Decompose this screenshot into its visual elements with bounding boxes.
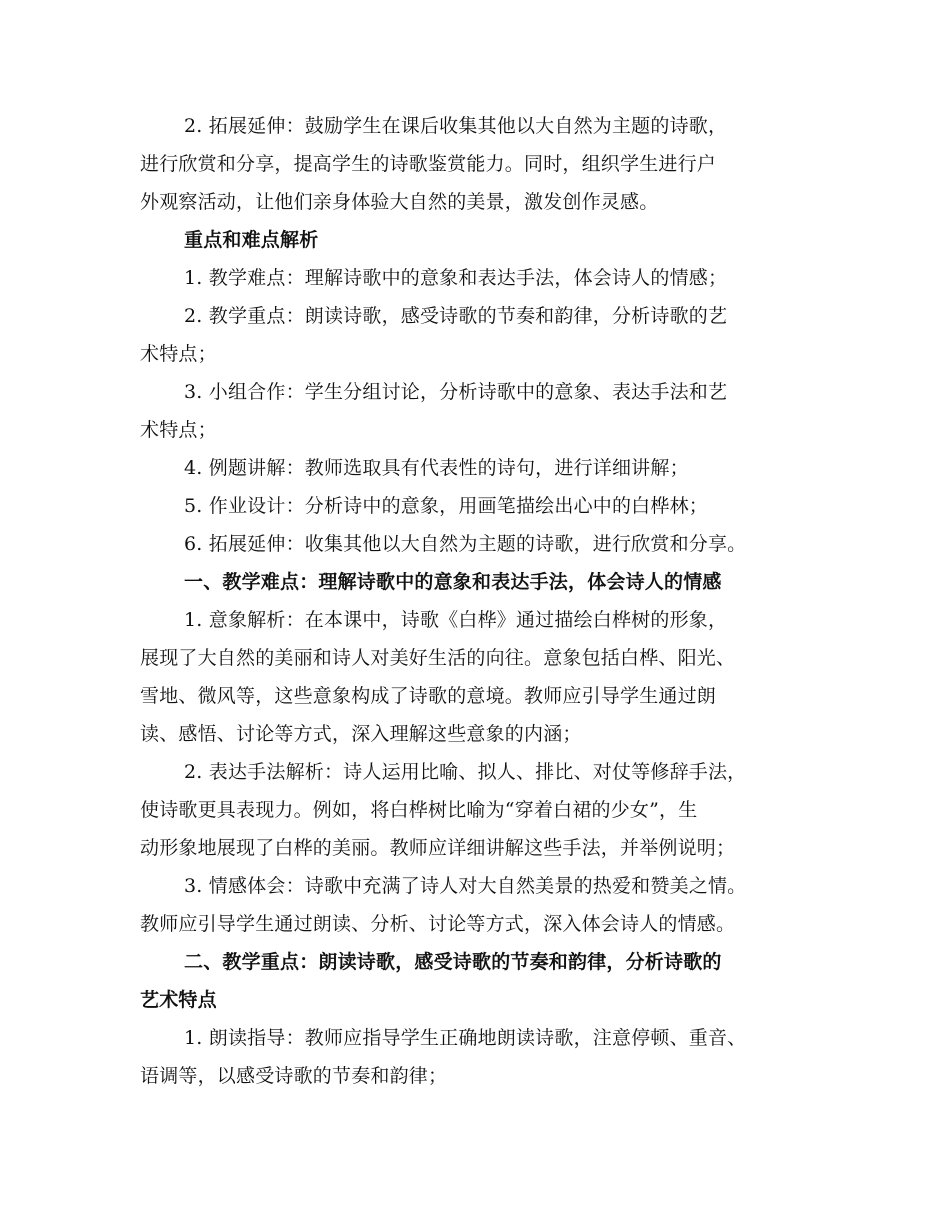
paragraph-line: 3. 小组合作：学生分组讨论，分析诗歌中的意象、表达手法和艺 bbox=[184, 381, 728, 403]
paragraph-line: 2. 拓展延伸：鼓励学生在课后收集其他以大自然为主题的诗歌， bbox=[184, 115, 728, 137]
paragraph-line: 术特点； bbox=[140, 343, 217, 365]
paragraph-line: 雪地、微风等，这些意象构成了诗歌的意境。教师应引导学生通过朗 bbox=[140, 685, 717, 707]
paragraph-line: 1. 教学难点：理解诗歌中的意象和表达手法，体会诗人的情感； bbox=[184, 267, 728, 289]
paragraph-line: 1. 朗读指导：教师应指导学生正确地朗读诗歌，注意停顿、重音、 bbox=[184, 1027, 747, 1049]
section-heading: 一、教学难点：理解诗歌中的意象和表达手法，体会诗人的情感 bbox=[184, 571, 722, 593]
paragraph-line: 外观察活动，让他们亲身体验大自然的美景，激发创作灵感。 bbox=[140, 191, 659, 213]
paragraph-line: 使诗歌更具表现力。例如，将白桦树比喻为“穿着白裙的少女”，生 bbox=[140, 799, 698, 821]
paragraph-line: 语调等，以感受诗歌的节奏和韵律； bbox=[140, 1065, 448, 1087]
paragraph-line: 2. 表达手法解析：诗人运用比喻、拟人、排比、对仗等修辞手法， bbox=[184, 761, 747, 783]
paragraph-line: 教师应引导学生通过朗读、分析、讨论等方式，深入体会诗人的情感。 bbox=[140, 913, 736, 935]
paragraph-line: 术特点； bbox=[140, 419, 217, 441]
paragraph-line: 2. 教学重点：朗读诗歌，感受诗歌的节奏和韵律，分析诗歌的艺 bbox=[184, 305, 728, 327]
paragraph-line: 1. 意象解析：在本课中，诗歌《白桦》通过描绘白桦树的形象， bbox=[184, 609, 728, 631]
paragraph-line: 展现了大自然的美丽和诗人对美好生活的向往。意象包括白桦、阳光、 bbox=[140, 647, 736, 669]
paragraph-line: 5. 作业设计：分析诗中的意象，用画笔描绘出心中的白桦林； bbox=[184, 495, 708, 517]
paragraph-line: 4. 例题讲解：教师选取具有代表性的诗句，进行详细讲解； bbox=[184, 457, 689, 479]
section-heading: 艺术特点 bbox=[140, 989, 217, 1011]
section-heading: 重点和难点解析 bbox=[184, 229, 319, 251]
paragraph-line: 读、感悟、讨论等方式，深入理解这些意象的内涵； bbox=[140, 723, 582, 745]
section-heading: 二、教学重点：朗读诗歌，感受诗歌的节奏和韵律，分析诗歌的 bbox=[184, 951, 722, 973]
paragraph-line: 进行欣赏和分享，提高学生的诗歌鉴赏能力。同时，组织学生进行户 bbox=[140, 153, 717, 175]
paragraph-line: 动形象地展现了白桦的美丽。教师应详细讲解这些手法，并举例说明； bbox=[140, 837, 736, 859]
document-body bbox=[140, 107, 820, 1095]
paragraph-line: 3. 情感体会：诗歌中充满了诗人对大自然美景的热爱和赞美之情。 bbox=[184, 875, 747, 897]
paragraph-line: 6. 拓展延伸：收集其他以大自然为主题的诗歌，进行欣赏和分享。 bbox=[184, 533, 747, 555]
